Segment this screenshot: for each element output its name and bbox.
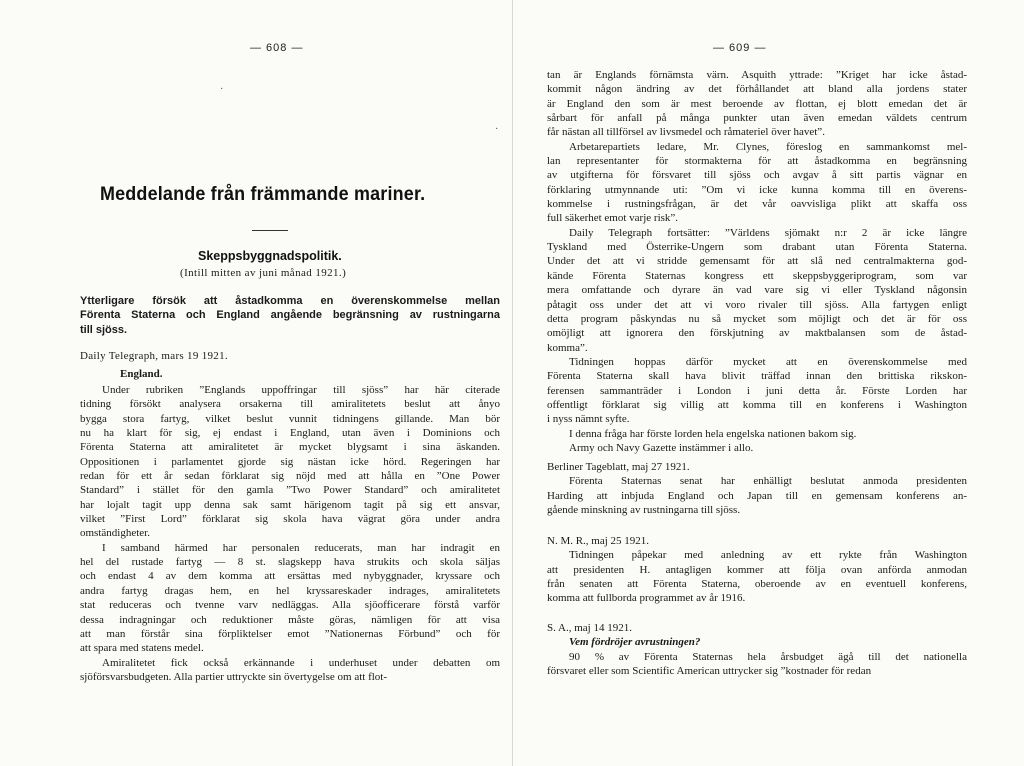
berliner-text	[547, 474, 967, 517]
text-line: Harding att inbjuda England och Japan till en gemensam konferens an-	[547, 489, 967, 502]
sa-section	[547, 621, 967, 678]
print-speck: ·	[495, 124, 499, 135]
text-line: stat reduceras och tvenne varv nedläggas. Alla sjöofficerare förstå varför	[80, 599, 500, 612]
text-line: nu ha klart för sig, ej endast i England, utan även i Dominions och	[80, 427, 500, 440]
text-line: är England den som är mest beroende av flottan, ej blott emedan det är	[547, 97, 967, 110]
text-line: omständigheter.	[80, 527, 150, 540]
source-line: N. M. R., maj 25 1921.	[547, 535, 650, 547]
text-line: Förenta Staternas senat har enhälligt beslutat anmoda presidenten	[569, 475, 967, 488]
topic-line: till sjöss.	[80, 323, 128, 336]
text-line: ferensen sammanträder i London i juni detta år. Förste Lorden har	[547, 384, 967, 397]
text-line: i nyss nämnt syfte.	[547, 413, 630, 426]
text-line: Amiralitetet fick också erkännande i underhuset under debatten om	[102, 656, 500, 669]
sa-heading: Vem fördröjer avrustningen?	[569, 636, 701, 649]
source-line: Daily Telegraph, mars 19 1921.	[80, 350, 228, 362]
nmr-section	[547, 534, 967, 606]
right-page	[495, 0, 1024, 766]
text-line: komma att fullborda programmet av år 1916.	[547, 592, 746, 605]
text-line: gående minskning av rustningarna till sjöss.	[547, 504, 741, 517]
source-line: S. A., maj 14 1921.	[547, 622, 632, 634]
text-line: komma”.	[547, 341, 588, 354]
text-line: Tidningen påpekar med anledning av ett rykte från Washington	[569, 549, 967, 562]
date-note: (Intill mitten av juni månad 1921.)	[180, 267, 347, 279]
text-line: Oppositionen i parlamentet gjorde sig nästan icke hörd. Regeringen har	[80, 455, 500, 468]
country-heading: England.	[120, 368, 163, 380]
text-line: Arbetarepartiets ledare, Mr. Clynes, föreslog en sammankomst mel-	[569, 140, 967, 153]
text-line: Förenta Staterna att amiralitetet är mycket blygsamt i sina äskanden.	[80, 441, 500, 454]
text-line: I denna fråga har förste lorden hela engelska nationen bakom sig.	[569, 427, 857, 440]
text-line: I samband härmed har personalen reducerats, man har indragit en	[102, 541, 500, 554]
text-line: Under det att vi stridde gemensamt för att slå ned centralmakterna god-	[547, 255, 967, 268]
text-line: hel del rustade fartyg — 8 st. slagskepp hava strukits och skola säljas	[80, 556, 500, 569]
text-line: detta program påskyndas nu så mycket som möjligt och det är för oss	[547, 312, 967, 325]
print-speck: ·	[220, 84, 224, 95]
sa-text	[547, 650, 967, 679]
source-line: Berliner Tageblatt, maj 27 1921.	[547, 461, 690, 473]
text-line: dessa indragningar och reduktioner måste göras, nämligen för att visa	[80, 613, 500, 626]
text-line: offentligt förklarat sig villig att komma till en konferens i Washington	[547, 398, 967, 411]
text-line: tidning försökt analysera orsakerna till amiralitetets beslut att ånyo	[80, 398, 500, 411]
text-line: redan för ett år sedan förklarat sig nöjd med att hålla en ”One Power	[80, 470, 500, 483]
body-text	[80, 383, 500, 684]
text-line: försvaret eller som Scientific American uttrycker sig ”kostnader för redan	[547, 665, 872, 678]
text-line: tan är Englands förnämsta värn. Asquith yttrade: ”Kriget har icke åstad-	[547, 69, 967, 81]
body-text	[547, 68, 967, 455]
text-line: påtagit oss under det att vi voro rivaler till sjöss. Alla fartygen enligt	[547, 298, 967, 311]
text-line: bygga stora fartyg, vilket beslut vunnit tidningens gillande. Man bör	[80, 412, 500, 425]
page-number: — 608 —	[250, 42, 304, 54]
text-line: Tidningen hoppas därför mycket att en överenskommelse med	[569, 355, 967, 368]
text-line: 90 % av Förenta Staternas hela årsbudget ägå till det nationella	[569, 650, 967, 663]
berliner-section	[547, 460, 967, 517]
text-line: Daily Telegraph fortsätter: ”Världens sjömakt n:r 2 är icke längre	[569, 226, 967, 239]
page-number: — 609 —	[713, 42, 767, 54]
divider-rule	[252, 230, 288, 231]
topic-line: Förenta Staterna och England angående begränsning av rustningarna	[80, 309, 500, 322]
text-line: andra fartyg dragas hem, en hel kryssareskader indrages, amiralitetets	[80, 584, 500, 597]
text-line: att presidenten H. antagligen kommer att följa ovan anförda anmodan	[547, 563, 967, 576]
text-line: av utgifterna för försvaret till sjöss och avgav å sitt partis vägnar en	[547, 169, 967, 182]
text-line: Army och Navy Gazette instämmer i allo.	[569, 441, 754, 454]
text-line: får nästan all tillförsel av livsmedel och råmateriel över havet”.	[547, 126, 825, 139]
text-line: förklaring utmynnande uti: ”Om vi icke kunna komma till en överens-	[547, 183, 967, 196]
text-line: från senaten att Förenta Staterna, oberoende av en eventuell konferens,	[547, 578, 967, 591]
text-line: vilket ”First Lord” förklarat sig skola hava vägrat göra under andra	[80, 513, 500, 526]
text-line: Under rubriken ”Englands uppoffringar till sjöss” har här citerade	[102, 384, 500, 396]
text-line: att man förstår sina förpliktelser emot ”Nationernas Förbund” och för	[80, 627, 500, 640]
nmr-text	[547, 548, 967, 605]
text-line: sjöförsvarsbudgeten. Alla partier uttryckte sin övertygelse om att flot-	[80, 670, 388, 683]
text-line: Förenta Staterna skall hava blivit träffad innan den brittiska rikskon-	[547, 370, 967, 383]
text-line: Tyskland med Österrike-Ungern som drabant utan Förenta Staterna.	[547, 241, 967, 254]
section-title: Meddelande från främmande mariner.	[100, 183, 426, 205]
text-line: sårbart för anfall på många punkter utan även emedan väldets centrum	[547, 112, 967, 125]
text-line: full säkerhet emot varje risk”.	[547, 212, 679, 225]
text-line: Standard” i stället för den gamla ”Two Power Standard” och amiralitetet	[80, 484, 500, 497]
text-line: kommit någon ändring av det förhållandet att bland alla jordens stater	[547, 83, 967, 96]
topic-heading	[80, 294, 500, 337]
text-line: att spara med statens medel.	[80, 642, 204, 655]
topic-line: Ytterligare försök att åstadkomma en överenskommelse mellan	[80, 295, 500, 307]
text-line: och endast 4 av dem komma att ersättas med nybyggnader, kryssare och	[80, 570, 500, 583]
subheading: Skeppsbyggnadspolitik.	[198, 249, 342, 263]
text-line: kände Förenta Staternas kongress ett skeppsbyggeriprogram, som var	[547, 269, 967, 282]
text-line: lan representanter för stormakterna för att åstadkomma en begränsning	[547, 155, 967, 168]
text-line: omöjligt att ignorera den förskjutning av maktbalansen som de åstad-	[547, 327, 967, 340]
text-line: har lojalt tagit upp denna sak samt härigenom tagit på sig ett ansvar,	[80, 498, 500, 511]
text-line: kommelse i rustningsfrågan, är det vår oavvisliga plikt att skaffa oss	[547, 198, 967, 211]
text-line: mera omfattande och dyrare än vad vare sig vi eller Tyskland någonsin	[547, 284, 967, 297]
